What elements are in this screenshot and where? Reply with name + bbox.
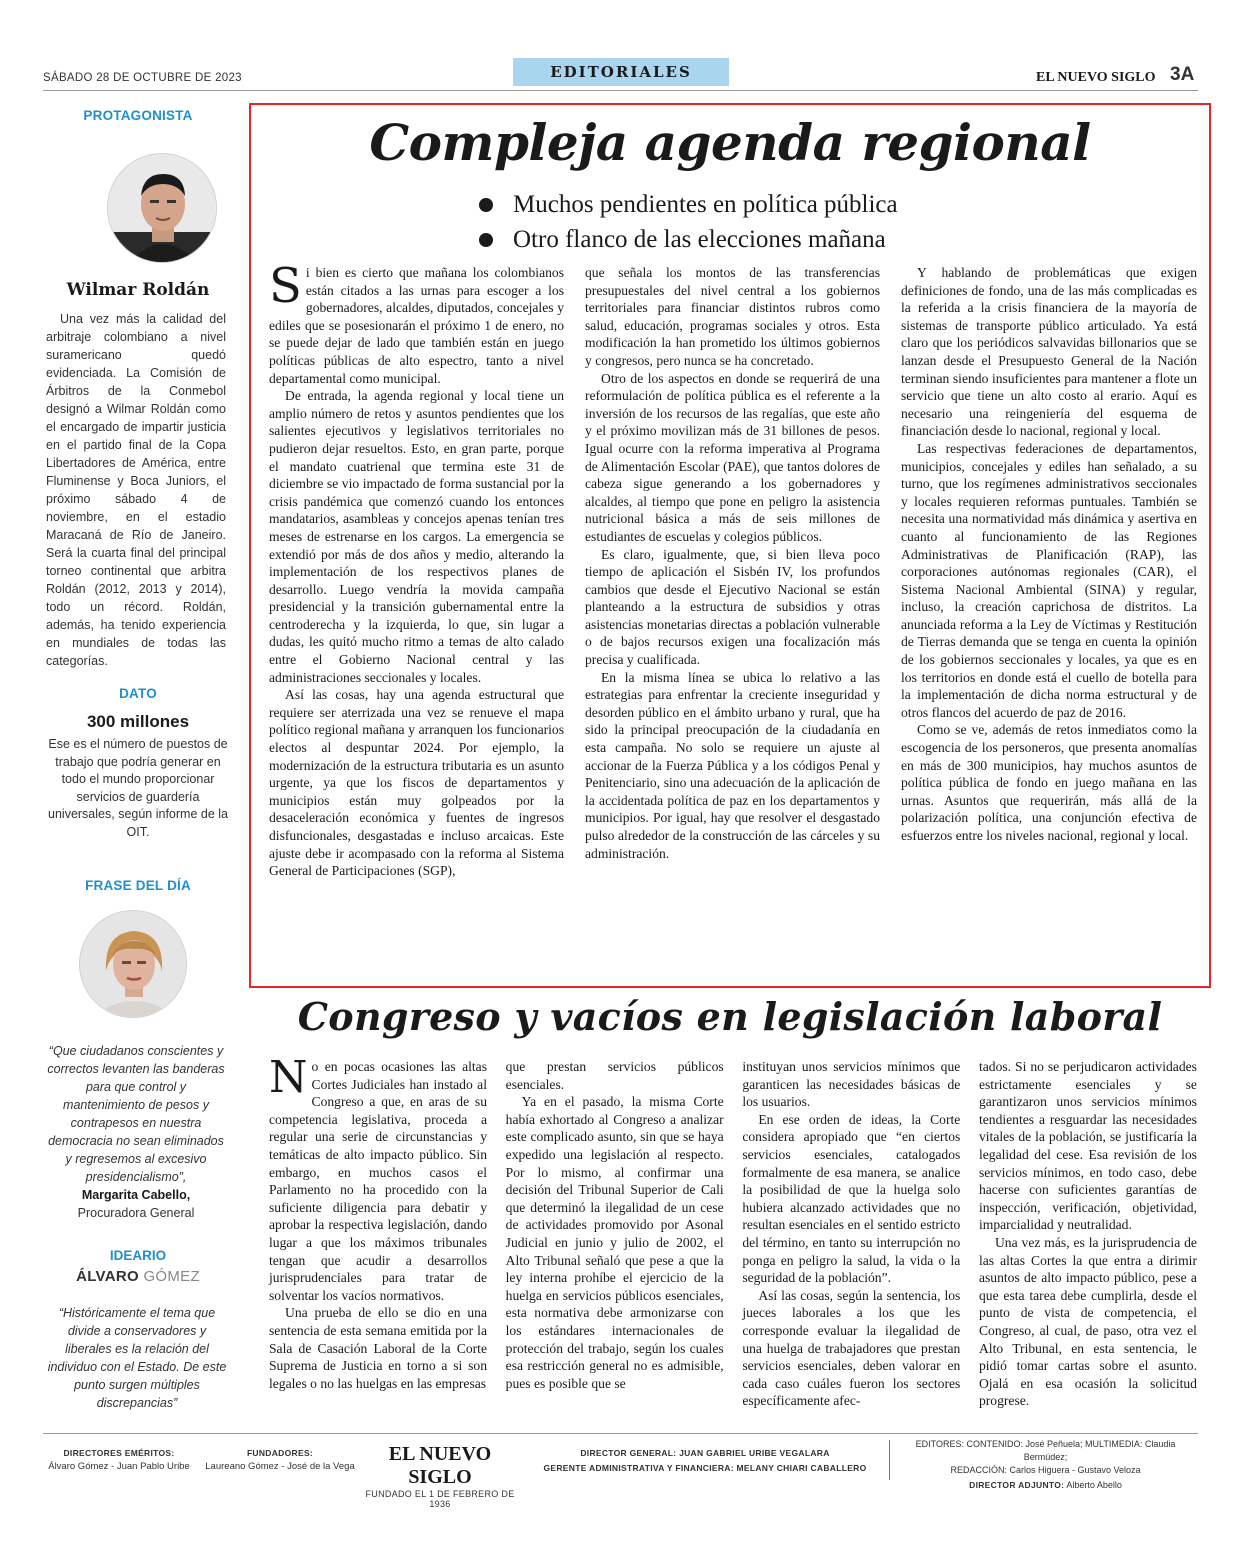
newspaper-brand: EL NUEVO SIGLO xyxy=(1036,70,1156,85)
frase-author: Margarita Cabello, xyxy=(81,1188,191,1202)
editorial2-col-3: instituyan unos servicios mínimos que garanticen las necesidades básicas de los usuarios. En ese orden de ideas, la Corte considera apropiado que “en ciertos servicios esenciales, catalogados formalmente de esa manera, se analice la posibilidad de que la huelga solo hubiera alcanzado actividades que no resultan esenciales en el sentido estricto del término, en tanto su interrupción no ponga en peligro la salud, la vida o la seguridad de la población”. Así las cosas, según la sentencia, los jueces laborales a los que les corresponde evaluar la ilegalidad de una huelga de trabajadores que prestan servicios esenciales, deben valorar en cada caso cuáles fueron los sectores específicamente afec- xyxy=(742,1059,961,1409)
footer-emeritos: DIRECTORES EMÉRITOS: Álvaro Gómez - Juan Pablo Uribe xyxy=(48,1448,190,1472)
drop-cap: N xyxy=(269,1052,308,1103)
editorial2-col-1: No en pocas ocasiones las altas Cortes Judiciales han instado al Congreso a que, en aras de su competencia legislativa, proceda a regular una serie de circunstancias y temáticas de alto impacto público. Sin embargo, en muchos casos el Parlamento no ha procedido con la suficiente diligencia para debatir y aprobar la respectiva legislación, dando lugar a que los máximos tribunales tengan que acudir a desarrollos jurisprudenciales para tratar de solventar los vacíos normativos. Una prueba de ello se dio en una sentencia de esta semana emitida por la Sala de Casación Laboral de la Corte Suprema de Justicia en torno a si son legales o no las huelgas en las empresas xyxy=(269,1052,487,1391)
wilmar-roldan-photo xyxy=(107,153,217,263)
editorial2-columns xyxy=(269,1052,1197,1410)
page-number: 3A xyxy=(1170,64,1195,85)
editorial1-bullets xyxy=(479,187,898,257)
portrait-woman-icon xyxy=(80,911,187,1018)
dato-label: DATO xyxy=(119,686,157,701)
footer-vertical-divider xyxy=(889,1440,890,1480)
portrait-man-icon xyxy=(108,154,217,263)
bullet-item: Muchos pendientes en política pública xyxy=(479,187,898,222)
editorial1-col-1: Si bien es cierto que mañana los colombianos están citados a las urnas para escoger a los gobernadores, alcaldes, diputados, concejales y ediles que se posesionarán el próximo 1 de enero, no se puede dejar de lado que también están en juego políticas públicas de alto espectro, tanto a nivel departamental como municipal. De entrada, la agenda regional y local tiene un amplio número de retos y asuntos pendientes que los salientes ejecutivos y legislativos territoriales no pudieron dejar resueltos. Esto, en gran parte, porque el mandato cuatrienal que termina este 31 de diciembre se vio impactado de forma sustancial por la crisis pandémica que comenzó cuando los entonces mandatarios, asambleas y concejos apenas tenían tres meses de estrenarse en los cargos. La emergencia se extendió por más de dos años y medio, alterando la implementación de los respectivos planes de desarrollo. Luego vendría la movida campaña presidencial y la transición gubernamental entre la centroderecha y la izquierda, lo que, sin lugar a dudas, les quitó mucho ritmo a temas de alto calado entre el Gobierno Nacional central y las administraciones seccionales y locales. Así las cosas, hay una agenda estructural que requiere ser aterrizada una vez se renueve el mapa político regional mañana y arranquen los funcionarios electos al despuntar 2024. Por ejemplo, la modernización de la estructura tributaria es un asunto urgente, ya que los fiscos de departamentos y municipios están muy golpeados por la desaceleración económica y fuentes de ingresos disfuncionales, desgastadas e incluso arcaicas. Este ajuste debe ir acompasado con la reforma al Sistema General de Participaciones (SGP), xyxy=(269,258,564,879)
issue-date: SÁBADO 28 DE OCTUBRE DE 2023 xyxy=(43,72,242,84)
editorial1-columns xyxy=(269,258,1197,880)
margarita-cabello-photo xyxy=(79,910,187,1018)
dato-text: Ese es el número de puestos de trabajo que podría generar en todo el mundo proporcionar servicios de guardería universales, según informe de la OIT. xyxy=(48,737,228,839)
protagonista-label: PROTAGONISTA xyxy=(83,108,193,123)
protagonista-text: Una vez más la calidad del arbitraje colombiano a nivel suramericano quedó evidenciada. La Comisión de Árbitros de la Conmebol designó a Wilmar Roldán como el encargado de impartir justicia en el partido final de la Copa Libertadores de América, entre Fluminense y Boca Juniors, el próximo sábado 4 de noviembre, en el estadio Maracaná de Río de Janeiro. Será la cuarta final del principal torneo continental que arbitra Roldán (2012, 2013 y 2014), todo un récord. Roldán, además, ha tenido experiencia en mundiales de todas las categorías. xyxy=(46,312,226,668)
footer-editores: EDITORES: CONTENIDO: José Peñuela; MULTIMEDIA: Claudia Bermúdez; REDACCIÓN: Carlos Higuera - Gustavo Veloza DIRECTOR ADJUNTO: Alberto Abello xyxy=(915,1439,1176,1490)
frase-role: Procuradora General xyxy=(77,1206,195,1220)
ideario-label: IDEARIO xyxy=(109,1248,167,1263)
drop-cap: S xyxy=(269,258,302,314)
editorial1-title: Compleja agenda regional xyxy=(369,113,1091,172)
header-divider xyxy=(43,90,1198,91)
ideario-quote: “Históricamente el tema que divide a conservadores y liberales es la relación del individuo con el Estado. De este punto surgen múltiples discrepancias” xyxy=(47,1306,227,1410)
footer-divider xyxy=(43,1433,1198,1434)
footer-direction: DIRECTOR GENERAL: JUAN GABRIEL URIBE VEGALARA GERENTE ADMINISTRATIVA Y FINANCIERA: MELANY CHIARI CABALLERO xyxy=(543,1448,867,1473)
section-banner: EDITORIALES xyxy=(513,58,729,86)
frase-quote: “Que ciudadanos conscientes y correctos levanten las banderas para que control y mantenimiento de pesos y contrapesos en nuestra democracia no sean eliminados y regresemos al excesivo presidencialismo”, Margarita Cabello, Procuradora General xyxy=(47,1044,225,1220)
footer-brand: EL NUEVO SIGLO FUNDADO EL 1 DE FEBRERO DE 1936 xyxy=(365,1443,515,1509)
dato-figure: 300 millones xyxy=(86,712,190,731)
frase-label: FRASE DEL DÍA xyxy=(85,878,191,893)
bullet-dot-icon xyxy=(479,233,493,247)
bullet-item: Otro flanco de las elecciones mañana xyxy=(479,222,898,257)
editorial1-col-3: Y hablando de problemáticas que exigen definiciones de fondo, una de las más complicadas es la referida a la crisis financiera de la mayoría de sistemas de transporte público articulado. Ya está claro que los periódicos salvavidas billonarios que se lanzan desde el Presupuesto General de la Nación terminan siendo insuficientes para mantener a flote un servicio que tiene un alto costo al erario. Aquí es necesario una reingeniería del esquema de financiación desde lo nacional, regional y local. Las respectivas federaciones de departamentos, municipios, concejales y ediles han señalado, a su turno, que los regímenes administrativos seccionales y locales requieren reformas puntuales. También se necesita una normatividad más dinámica y asertiva en cuanto al funcionamiento de las Regiones Administrativas de Planificación (RAP), las corporaciones autónomas regionales (CAR), el Sistema Nacional Ambiental (SINA) y regular, incluso, la creación caprichosa de distritos. La anunciada reforma a la Ley de Víctimas y Restitución de Tierras demanda que se tenga en cuenta la opinión de los gobiernos seccionales y locales, ya que es en los territorios en donde está el cuello de botella para la implementación de dicha norma estructural y de otros flancos del acuerdo de paz de 2016. Como se ve, además de retos inmediatos como la escogencia de los personeros, que presenta anomalías en más de 300 municipios, hay muchos asuntos de política pública de fondo en juego mañana en las urnas. Asuntos que requerirán, más allá de la polarización política, una conjunción efectiva de esfuerzos entre los niveles nacional, regional y local. xyxy=(901,265,1197,843)
editorial2-title: Congreso y vacíos en legislación laboral xyxy=(297,994,1163,1039)
bullet-dot-icon xyxy=(479,198,493,212)
editorial2-col-2: que prestan servicios públicos esenciales. Ya en el pasado, la misma Corte había exhortado al Congreso a analizar este complicado asunto, sin que se haya expedido una legislación al respecto. Por lo mismo, al confirmar una decisión del Tribunal Superior de Cali que determinó la ilegalidad de un cese de actividades promovido por Asonal Judicial en junio y julio de 2002, el Alto Tribunal señaló que pese a que la ley interna prohíbe el ejercicio de la huelga en servicios públicos esenciales, esta normativa debe armonizarse con los estándares internacionales de protección del trabajo, según los cuales esa restricción general no es admisible, pues es posible que se xyxy=(505,1059,724,1391)
footer-fundadores: FUNDADORES: Laureano Gómez - José de la Vega xyxy=(205,1448,355,1472)
editorial2-col-4: tados. Si no se perjudicaron actividades estrictamente esenciales y se garantizaron unos servicios mínimos tendientes a resguardar las necesidades vitales de la población, se justificaría la legalidad del cese. Esa revisión de los servicios mínimos, en todo caso, debe hacerse con suficientes garantías de inspección, verificación, objetividad, imparcialidad y neutralidad. Una vez más, es la jurisprudencia de las altas Cortes la que entra a dirimir asuntos de alto impacto público, pese a que esta tarea debe cumplirla, desde el punto de vista de competencia, el Congreso, al cual, de paso, otra vez el Alto Tribunal, en esta sentencia, le pidió tomar cartas sobre el asunto. Ojalá en esa ocasión la solicitud progrese. xyxy=(978,1059,1197,1409)
editorial1-col-2: que señala los montos de las transferencias presupuestales del nivel central a los gobiernos territoriales para financiar distintos rubros como salud, educación, programas sociales y otros. Esta modificación la han prometido los últimos gobiernos y congresos, pero nunca se ha concretado. Otro de los aspectos en donde se requerirá de una reformulación de política pública es el referente a la inversión de los recursos de las regalías, que este año y el próximo movilizan más de 31 billones de pesos. Igual ocurre con la reforma imperativa al Programa de Alimentación Escolar (PAE), que tantos dolores de cabeza sigue generando a los gobernadores y alcaldes, al tiempo que pone en peligro la asistencia nutricional básica a más de seis millones de estudiantes de escuelas y colegios públicos. Es claro, igualmente, que, si bien lleva poco tiempo de aplicación el Sisbén IV, los profundos cambios que desde el Ejecutivo Nacional se están planteando a la estructura de subsidios y otras asistencias monetarias directas a población vulnerable o de bajos recursos exigen una focalización más precisa y cualificada. En la misma línea se ubica lo relativo a las estrategias para enfrentar la creciente inseguridad y desorden público en el ámbito urbano y rural, que ha sido la principal preocupación de la ciudadanía en esta campaña. No solo se requiere un ajuste al accionar de la Fuerza Pública y a los códigos Penal y Penitenciario, sino una adecuación de la aplicación de la accidentada política de paz en los departamentos y municipios. Por igual, hay que resolver el desgastado pulso alrededor de la construcción de las cárceles y su administración. xyxy=(585,265,880,861)
ideario-author: ÁLVARO GÓMEZ xyxy=(76,1268,200,1285)
protagonista-name: Wilmar Roldán xyxy=(66,280,210,300)
